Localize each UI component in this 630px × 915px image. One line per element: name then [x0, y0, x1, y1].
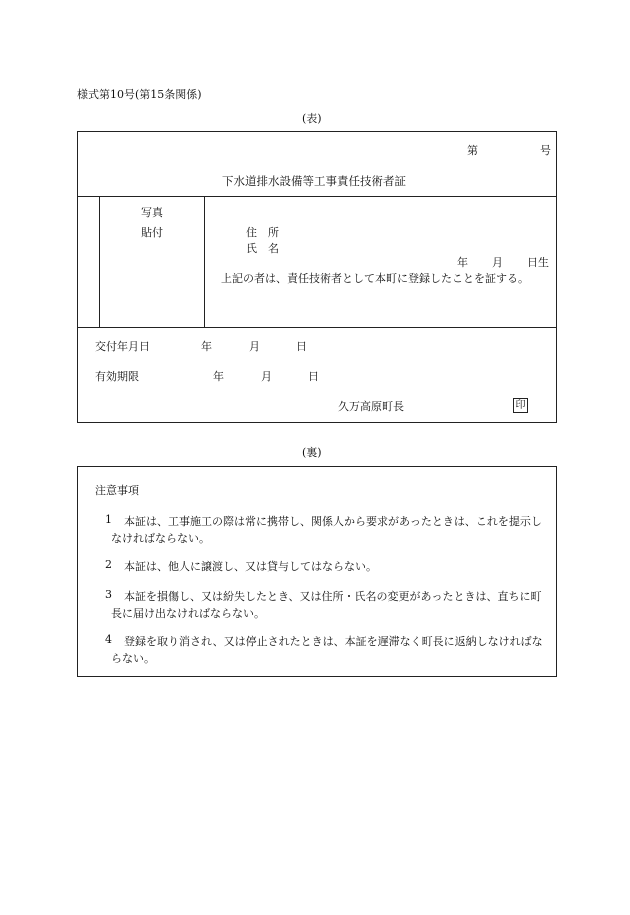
note-text-4: 登録を取り消され、又は停止されたときは、本証を遅滞なく町長に返納しなければならない。 — [111, 635, 543, 665]
valid-until-label: 有効期限 — [95, 370, 139, 383]
valid-day: 日 — [308, 370, 319, 383]
name-label: 氏 名 — [246, 242, 279, 255]
front-divider-bottom — [77, 327, 557, 328]
photo-margin-line — [99, 196, 100, 327]
front-side-label: (表) — [302, 112, 322, 125]
certificate-title: 下水道排水設備等工事責任技術者証 — [222, 174, 406, 188]
issue-year: 年 — [201, 340, 212, 353]
photo-box-line — [204, 196, 205, 327]
issuer-name: 久万高原町長 — [338, 400, 404, 413]
photo-label-1: 写真 — [141, 206, 163, 219]
issue-month: 月 — [249, 340, 260, 353]
front-divider-top — [77, 196, 557, 197]
note-number-2: 2 — [105, 558, 112, 571]
birth-month: 月 — [492, 256, 503, 269]
note-number-3: 3 — [105, 588, 112, 601]
birth-day: 日生 — [527, 256, 549, 269]
address-label: 住 所 — [246, 226, 279, 239]
seal-mark: 印 — [513, 398, 528, 413]
notes-heading: 注意事項 — [95, 484, 139, 497]
issue-day: 日 — [296, 340, 307, 353]
birth-year: 年 — [457, 256, 468, 269]
photo-label-2: 貼付 — [141, 226, 163, 239]
certify-text: 上記の者は、責任技術者として本町に登録したことを証する。 — [221, 272, 529, 285]
certificate-number-prefix: 第 — [467, 144, 478, 157]
note-text-2: 本証は、他人に譲渡し、又は貸与してはならない。 — [124, 560, 377, 573]
note-number-4: 4 — [105, 633, 112, 646]
note-text-3: 本証を損傷し、又は紛失したとき、又は住所・氏名の変更があったときは、直ちに町長に届け出なければならない。 — [111, 590, 542, 620]
valid-year: 年 — [213, 370, 224, 383]
note-text-1: 本証は、工事施工の際は常に携帯し、関係人から要求があったときは、これを提示しなければならない。 — [111, 515, 542, 545]
back-side-label: (裏) — [302, 446, 322, 459]
issue-date-label: 交付年月日 — [95, 340, 150, 353]
note-number-1: 1 — [105, 513, 112, 526]
form-label: 様式第10号(第15条関係) — [77, 88, 202, 101]
certificate-number-suffix: 号 — [540, 144, 551, 157]
valid-month: 月 — [261, 370, 272, 383]
